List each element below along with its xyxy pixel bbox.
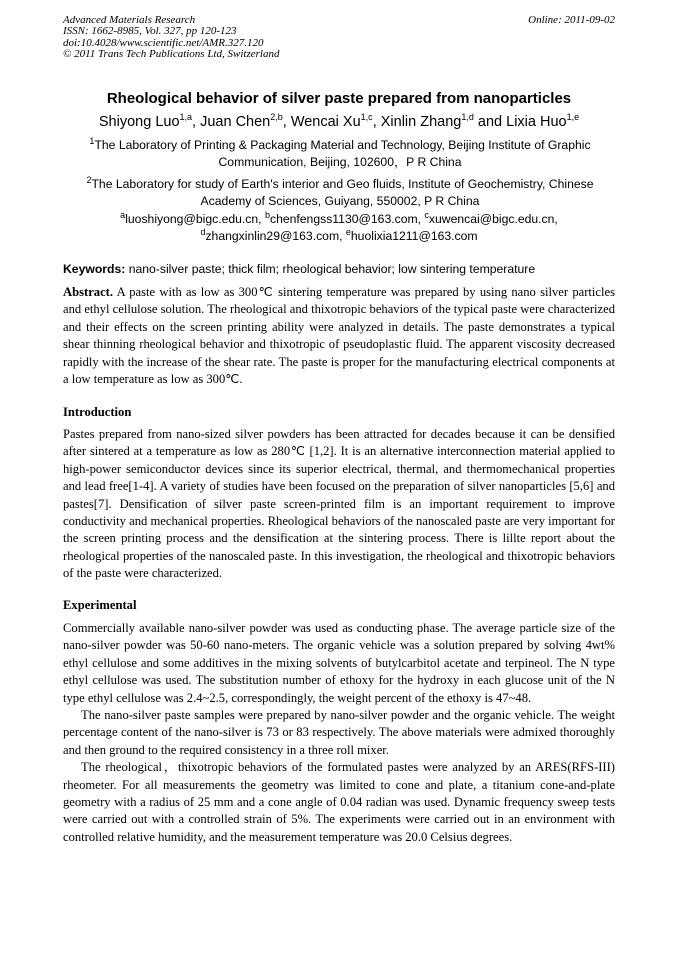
doi-line: doi:10.4028/www.scientific.net/AMR.327.120: [63, 36, 264, 49]
author-affil-mark: 2,b: [270, 112, 283, 123]
email-address[interactable]: zhangxinlin29@163.com,: [205, 229, 346, 243]
experimental-paragraph: Commercially available nano-silver powder was used as conducting phase. The average particle size of the nano-silver powder was 50-60 nano-meters. The organic vehicle was a solution prepared by solving 4wt% ethyl cellulose and some additives in the mixing solvents of butylcarbitol acetate and terpineol. The N type ethyl cellulose was used. The substitution number of ethoxy for the hydroxy in each glucose unit of the N type ethyl cellulose was 2.4~2.5, correspondingly, the weight percent of the ethoxy is 47~48.: [63, 621, 615, 705]
copyright-line: © 2011 Trans Tech Publications Ltd, Switzerland: [63, 48, 280, 61]
affiliation-text: The Laboratory for study of Earth's interior and Geo fluids, Institute of Geochemistry, Chinese Academy of Sciences, Guiyang, 550002, P R China: [91, 177, 594, 208]
journal-name: Advanced Materials Research: [63, 14, 196, 26]
abstract-text: A paste with as low as 300℃ sintering temperature was prepared by using nano silver particles and ethyl cellulose solution. The rheological and thixotropic behaviors of the typical paste were characterized and their effects on the screen printing ability were analyzed in details. The paste demonstrates a typical shear thinning rheological behavior and thixotropic of pseudoplastic fluid. The apparent viscosity decreased rapidly with the increase of the shear rate. The paste is proper for the manufacturing electrical components at a low temperature as low as 300℃.: [63, 285, 615, 387]
email-mark: d: [200, 226, 206, 237]
author-name: Xinlin Zhang: [380, 114, 462, 130]
running-header: [63, 15, 615, 61]
email-address[interactable]: chenfengss1130@163.com,: [269, 212, 425, 226]
paper-title: Rheological behavior of silver paste prepared from nanoparticles: [106, 90, 572, 107]
author-affil-mark: 1,e: [566, 112, 580, 123]
keywords-text: nano-silver paste; thick film; rheological behavior; low sintering temperature: [125, 262, 536, 276]
author-name: Shiyong Luo: [98, 114, 180, 130]
author-name: Lixia Huo: [506, 114, 567, 130]
email-mark: a: [120, 209, 126, 220]
experimental-heading: Experimental: [63, 598, 137, 612]
author-conjunction: and: [473, 114, 507, 130]
author-affil-mark: 1,d: [461, 112, 474, 123]
email-address[interactable]: xuwencai@bigc.edu.cn,: [428, 212, 558, 226]
email-mark: e: [345, 226, 351, 237]
author-affil-mark: 1,c: [360, 112, 373, 123]
introduction-heading: Introduction: [63, 405, 132, 419]
author-list: [50, 114, 628, 130]
experimental-body: [63, 620, 615, 846]
introduction-paragraph: Pastes prepared from nano-sized silver powders has been attracted for decades because it can be densified after sintered at a temperature as low as 280℃ [1,2]. It is an alternative interconnection material applied to high-power semiconductor devices since its superior electrical, thermal, and thermomechanical properties and lead free[1-4]. A variety of studies have been focused on the preparation of silver nanoparticles [5,6] and pastes[7]. Densification of silver paste screen-printed film is an important requirement to improve conductivity and mechanical properties. Rheological behaviors of the nanoscaled paste are very important for the screen printing process and the densification at the sintering process. There is lillte report about the rheological properties of the nanoscaled paste. In this investigation, the rheological and thixotropic behaviors of the paste were characterized.: [63, 427, 615, 581]
online-date: Online: 2011-09-02: [528, 14, 615, 26]
affiliation-mark: 1: [89, 135, 95, 146]
affiliation-text: The Laboratory of Printing & Packaging Material and Technology, Beijing Institute of Graphic Communication, Beijing, 102600，P R China: [94, 138, 591, 169]
author-separator: ,: [192, 114, 201, 130]
author-affil-mark: 1,a: [179, 112, 193, 123]
email-address[interactable]: huolixia1211@163.com: [350, 229, 478, 243]
email-mark: c: [424, 209, 429, 220]
abstract: [63, 284, 615, 388]
issn-line: ISSN: 1662-8985, Vol. 327, pp 120-123: [63, 25, 237, 38]
keywords-label: Keywords:: [63, 262, 126, 276]
email-mark: b: [264, 209, 270, 220]
affiliation-1: [70, 137, 610, 171]
author-name: Wencai Xu: [290, 114, 361, 130]
author-separator: ,: [282, 114, 291, 130]
experimental-paragraph: The nano-silver paste samples were prepared by nano-silver powder and the organic vehicle. The weight percentage content of the nano-silver is 73 or 83 respectively. The above materials were admixed thoroughly and then ground to the required consistency in a three roll mixer.: [63, 708, 615, 757]
keywords: [63, 262, 623, 276]
email-address[interactable]: luoshiyong@bigc.edu.cn,: [125, 212, 265, 226]
abstract-label: Abstract.: [63, 285, 114, 299]
author-emails: [60, 211, 618, 245]
experimental-paragraph: The rheological，thixotropic behaviors of the formulated pastes were analyzed by an ARES(RFS-III) rheometer. For all measurements the geometry was limited to cone and plate, a titanium cone-and-plate geometry with a radius of 25 mm and a cone angle of 0.04 radian was used. Dynamic frequency sweep tests were carried out with a controlled strain of 5%. The experiments were carried out in an environment with controlled relative humidity, and the measurement temperature was 20.0 Celsius degrees.: [63, 760, 615, 844]
affiliation-2: [70, 176, 610, 210]
author-name: Juan Chen: [200, 114, 271, 130]
author-separator: ,: [372, 114, 381, 130]
affiliation-mark: 2: [86, 174, 92, 185]
